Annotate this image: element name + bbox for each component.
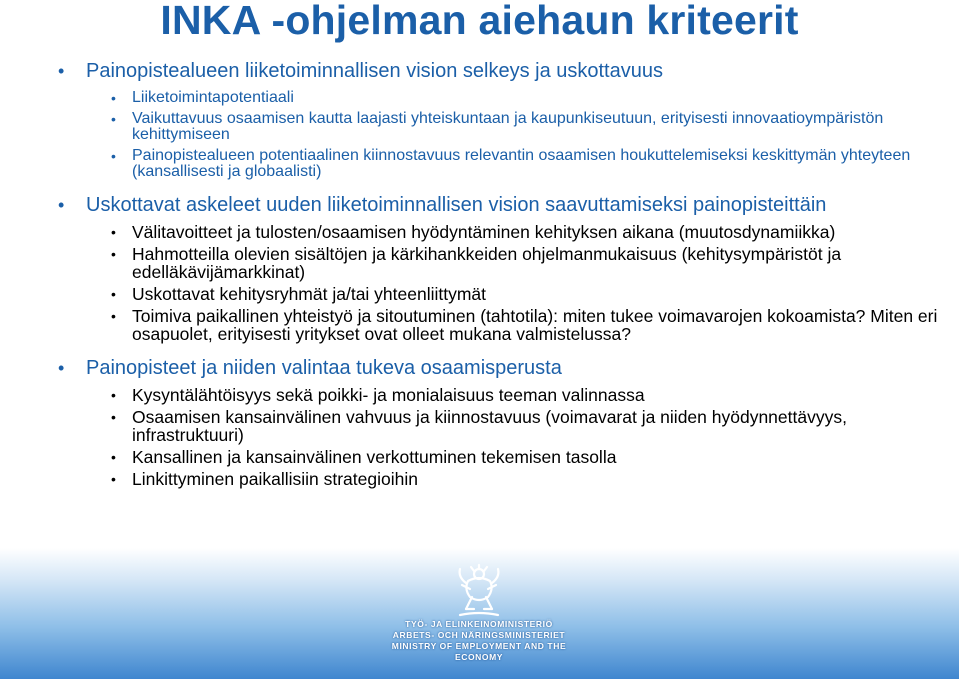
criteria-section-vision [58, 58, 938, 180]
bullet: • [111, 308, 116, 324]
criteria-section-steps [58, 192, 938, 343]
bullet: • [111, 111, 116, 127]
list-item-text: Kysyntälähtöisyys sekä poikki- ja monialaisuus teeman valinnassa [132, 385, 645, 405]
ministry-name-sv: ARBETS- OCH NÄRINGSMINISTERIET [392, 630, 566, 640]
list-item-text: Uskottavat kehitysryhmät ja/tai yhteenliittymät [132, 284, 487, 304]
bullet: • [58, 61, 65, 81]
list-item-text: Painopistealueen potentiaalinen kiinnostavuus relevantin osaamisen houkuttelemiseksi keskittymän yhteyteen (kansallisesti ja globaalisti) [132, 147, 911, 180]
bullet: • [111, 224, 116, 240]
list-item [58, 245, 938, 281]
ministry-name-en: MINISTRY OF EMPLOYMENT AND THE ECONOMY [391, 641, 567, 662]
bullet: • [111, 449, 116, 465]
bullet: • [111, 286, 116, 302]
list-item [58, 148, 938, 180]
finnish-lion-crest-icon [448, 561, 510, 623]
section-heading-text: Painopisteet ja niiden valintaa tukeva osaamisperusta [86, 357, 562, 379]
bullet: • [58, 195, 65, 215]
bullet: • [111, 471, 116, 487]
page-title: INKA -ohjelman aiehaun kriteerit [160, 0, 799, 43]
section-heading-text: Uskottavat askeleet uuden liiketoiminnallisen vision saavuttamiseksi painopisteittäin [86, 194, 827, 216]
list-item-text: Osaamisen kansainvälinen vahvuus ja kiinnostavuus (voimavarat ja niiden hyödynnettävyys, infrastruktuuri) [132, 407, 847, 445]
list-item-text: Kansallinen ja kansainvälinen verkottuminen tekemisen tasolla [132, 447, 617, 467]
list-item [58, 307, 938, 343]
list-item-text: Toimiva paikallinen yhteistyö ja sitoutuminen (tahtotila): miten tukee voimavarojen kokoamista? Miten eri osapuolet, erityisesti yritykset ovat olleet mukana valmistelussa? [132, 306, 938, 344]
bullet: • [58, 358, 65, 378]
bullet: • [111, 148, 116, 164]
slide-content [58, 58, 938, 488]
bullet: • [111, 90, 116, 106]
list-item [58, 111, 938, 143]
list-item [58, 223, 938, 241]
section-heading [58, 355, 938, 382]
bullet: • [111, 409, 116, 425]
list-item [58, 386, 938, 404]
section-heading [58, 192, 938, 219]
ministry-name [370, 619, 588, 663]
list-item-text: Linkittyminen paikallisiin strategioihin [132, 469, 418, 489]
ministry-name-fi: TYÖ- JA ELINKEINOMINISTERIÖ [405, 619, 553, 629]
list-item [58, 285, 938, 303]
criteria-section-competence [58, 355, 938, 488]
list-item-text: Välitavoitteet ja tulosten/osaamisen hyödyntäminen kehityksen aikana (muutosdynamiikka) [132, 222, 836, 242]
list-item [58, 408, 938, 444]
list-item-text: Hahmotteilla olevien sisältöjen ja kärkihankkeiden ohjelmanmukaisuus (kehitysympäristöt ja edelläkävijämarkkinat) [132, 244, 842, 282]
bullet: • [111, 246, 116, 262]
section-heading [58, 58, 938, 85]
list-item-text: Liiketoimintapotentiaali [132, 89, 294, 106]
list-item [58, 448, 938, 466]
list-item [58, 470, 938, 488]
list-item-text: Vaikuttavuus osaamisen kautta laajasti yhteiskuntaan ja kaupunkiseutuun, erityisesti innovaatioympäristön kehittymiseen [132, 110, 884, 143]
section-heading-text: Painopistealueen liiketoiminnallisen vision selkeys ja uskottavuus [86, 60, 663, 82]
bullet: • [111, 387, 116, 403]
list-item [58, 90, 938, 106]
